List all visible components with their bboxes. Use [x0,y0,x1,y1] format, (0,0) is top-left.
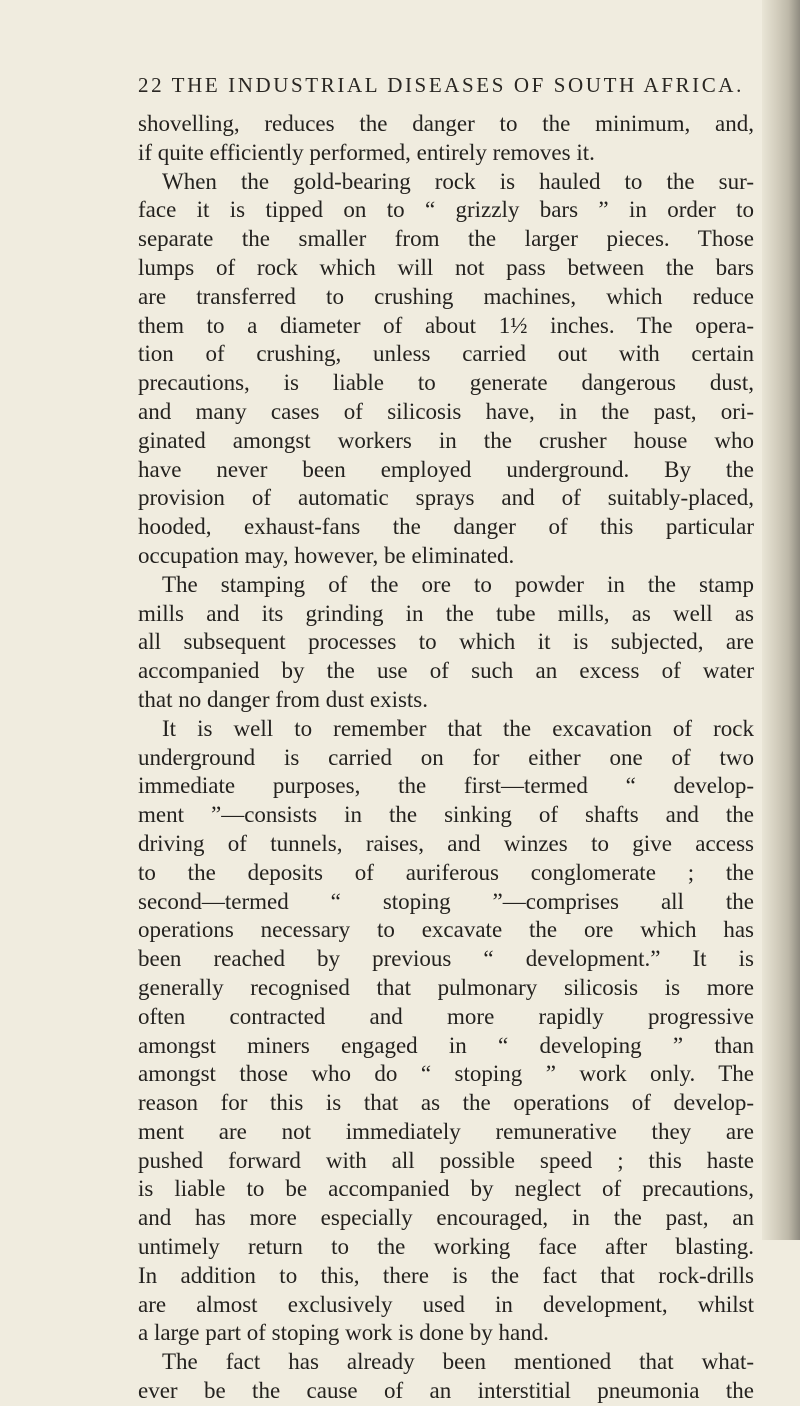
text-line: second—termed “ stoping ”—comprises all the [138,888,754,914]
text-line: immediate purposes, the first—termed “ develop- [138,773,754,799]
text-line: face it is tipped on to “ grizzly bars ” in order to [138,197,754,223]
paragraph [138,715,754,1349]
page-edge-shadow [762,0,800,1240]
text-line: driving of tunnels, raises, and winzes to give access [138,830,754,856]
text-line: that no danger from dust exists. [138,686,429,712]
text-line: mills and its grinding in the tube mills, as well as [138,600,754,626]
text-line: have never been employed underground. By the [138,456,754,482]
text-line: and many cases of silicosis have, in the past, ori- [138,398,754,424]
text-line: and has more especially encouraged, in the past, an [138,1205,754,1231]
body-text [138,110,754,1406]
text-line: ever be the cause of an interstitial pneumonia the [138,1378,754,1404]
running-head: 22 THE INDUSTRIAL DISEASES OF SOUTH AFRICA. [138,73,744,97]
text-line: lumps of rock which will not pass between the bars [138,254,754,280]
paragraph [138,168,754,571]
text-line: underground is carried on for either one of two [138,744,754,770]
paragraph [138,1348,754,1406]
text-line: When the gold-bearing rock is hauled to the sur- [162,168,754,194]
text-line: been reached by previous “ development.” It is [138,946,754,972]
text-line: provision of automatic sprays and of suitably-placed, [138,485,754,511]
text-line: often contracted and more rapidly progressive [138,1003,754,1029]
text-line: ment are not immediately remunerative they are [138,1118,754,1144]
text-line: operations necessary to excavate the ore which has [138,917,754,943]
text-line: shovelling, reduces the danger to the minimum, and, [138,111,754,136]
text-line: generally recognised that pulmonary silicosis is more [138,974,754,1000]
text-line: are almost exclusively used in development, whilst [138,1291,754,1317]
text-line: to the deposits of auriferous conglomerate ; the [138,859,754,885]
text-line: The stamping of the ore to powder in the stamp [162,571,754,597]
text-line: In addition to this, there is the fact that rock-drills [138,1262,754,1288]
text-line: precautions, is liable to generate dangerous dust, [138,370,754,396]
text-line: hooded, exhaust-fans the danger of this particular [138,514,754,540]
text-line: pushed forward with all possible speed ; this haste [138,1147,754,1173]
text-line: amongst those who do “ stoping ” work only. The [138,1061,754,1087]
text-line: all subsequent processes to which it is subjected, are [138,629,754,655]
text-line: ginated amongst workers in the crusher house who [138,427,754,453]
text-line: are transferred to crushing machines, which reduce [138,283,754,309]
text-line: them to a diameter of about 1½ inches. The opera- [138,312,754,338]
text-line: reason for this is that as the operations of develop- [138,1090,754,1116]
text-line: The fact has already been mentioned that what- [162,1349,754,1375]
text-line: ment ”—consists in the sinking of shafts and the [138,802,754,828]
text-line: tion of crushing, unless carried out with certain [138,341,754,367]
text-line: untimely return to the working face after blasting. [138,1234,754,1260]
text-line: It is well to remember that the excavation of rock [162,715,754,741]
text-line: is liable to be accompanied by neglect of precautions, [138,1176,754,1202]
paragraph [138,571,754,715]
paragraph [138,110,754,168]
text-line: separate the smaller from the larger pieces. Those [138,226,754,252]
text-line: if quite efficiently performed, entirely removes it. [138,139,595,165]
text-line: a large part of stoping work is done by hand. [138,1320,549,1346]
text-line: occupation may, however, be eliminated. [138,542,515,568]
text-line: accompanied by the use of such an excess of water [138,658,754,684]
text-line: amongst miners engaged in “ developing ” than [138,1032,754,1058]
